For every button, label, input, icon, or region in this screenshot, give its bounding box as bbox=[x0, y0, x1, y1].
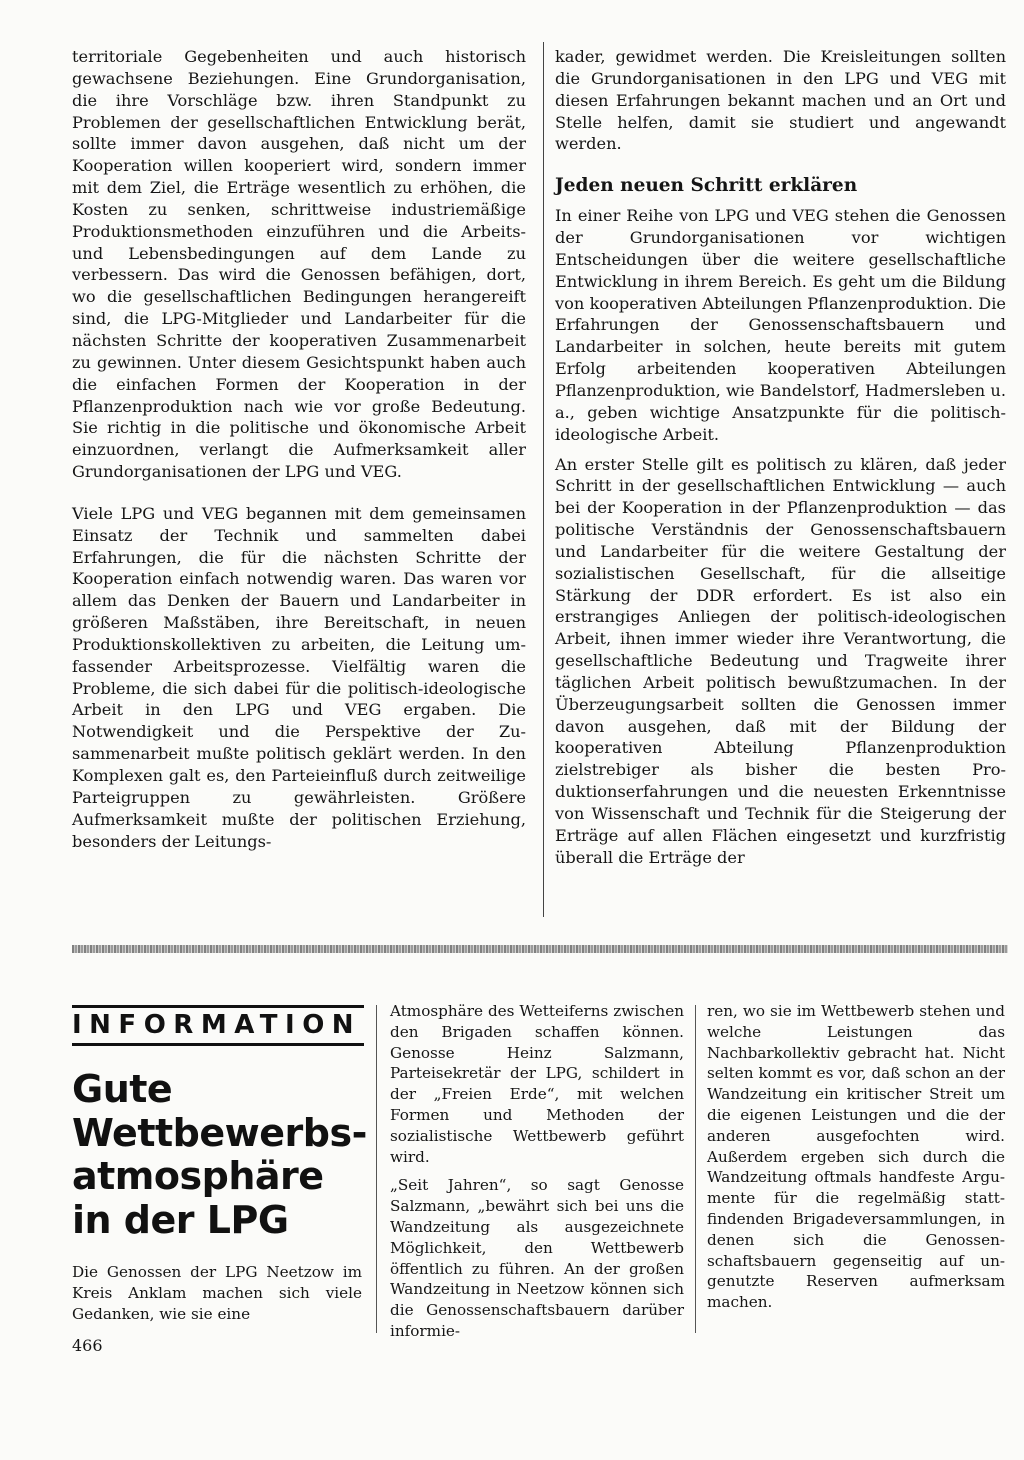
upper-right-continuation: kader, gewidmet werden. Die Kreisleitungen sollten die Grundorganisationen in den LPG und VEG mit diesen Erfahrungen bekannt machen und an Ort und Stelle helfen, damit sie studiert und angewandt werden. bbox=[555, 47, 1006, 154]
upper-left-paragraph-1: territoriale Gegebenheiten und auch historisch gewachsene Beziehungen. Eine Grundorganisation, die ihre Vorschläge bzw. ihren Standpunkt zu Problemen der gesellschaftlichen Entwicklung berät, sollte immer davon ausgehen, daß nicht um der Kooperation willen kooperiert wird, sondern immer mit dem Ziel, die Erträge wesentlich zu erhöhen, die Kosten zu senken, schrittweise industriemäßige Produktionsmethoden einzuführen und die Arbeits- und Lebensbedingungen auf dem Lande zu verbessern. Das wird die Genossen befähigen, dort, wo die gesellschaftlichen Bedingungen herangereift sind, die LPG-Mitglieder und Landarbeiter für die nächsten Schritte der kooperativen Zusammenarbeit zu gewinnen. Unter diesem Gesichtspunkt haben auch die einfachen Formen der Kooperation in der Pflanzenproduktion nach wie vor große Bedeutung. Sie richtig in die politische und ökonomische Arbeit einzuordnen, verlangt die Aufmerksamkeit aller Grundorganisationen der LPG und VEG. bbox=[72, 47, 526, 482]
upper-left-column bbox=[72, 46, 526, 852]
headline-line: in der LPG bbox=[72, 1197, 289, 1242]
info-column-divider-1 bbox=[376, 1005, 377, 1333]
information-label: INFORMATION bbox=[72, 1010, 362, 1040]
headline-line: atmosphäre bbox=[72, 1154, 324, 1198]
section-heading: Jeden neuen Schritt erklären bbox=[555, 175, 858, 197]
upper-right-paragraph-1: In einer Reihe von LPG und VEG stehen die Genossen der Grundorganisationen vor wichtigen Entscheidungen über die weitere gesellschaftliche Entwicklung in ihrem Bereich. Es geht um die Bildung von kooperativen Abteilungen Pflanzenproduktion. Die Erfahrungen der Genossenschaftsbauern und Landarbeiter in solchen, heute bereits mit gutem Erfolg arbeitenden kooperativen Abteilungen Pflanzenproduktion, wie Bandelstorf, Hadmersleben u. a., geben wichtige Ansatzpunkte für die politischideologische Arbeit. bbox=[555, 206, 1006, 444]
upper-right-column bbox=[555, 46, 1006, 869]
section-separator bbox=[72, 945, 1008, 953]
info-headline bbox=[72, 1068, 372, 1242]
info-column-2-paragraph-1: Atmosphäre des Wetteiferns zwischen den Brigaden schaffen können. Genosse Heinz Salzmann, Parteisekretär der LPG, schildert in der „Freien Erde“, mit welchen Formen und Methoden der sozialistische Wettbewerb geführt wird. bbox=[390, 1002, 684, 1166]
info-column-divider-2 bbox=[695, 1005, 696, 1333]
info-column-1-text: Die Genossen der LPG Neetzow im Kreis Anklam machen sich viele Gedanken, wie sie eine bbox=[72, 1263, 362, 1323]
upper-left-paragraph-2: Viele LPG und VEG begannen mit dem gemeinsamen Einsatz der Technik und sammelten dabei Erfahrungen, die für die nächsten Schritte der Kooperation einfach notwendig waren. Das waren vor allem das Denken der Bauern und Landarbeiter in größeren Maßstäben, ihre Bereitschaft, in neuen Produktionskollektiven zu arbeiten, die Leitung umfassender Arbeitsprozesse. Vielfältig waren die Probleme, die sich dabei für die politisch-ideologische Arbeit in den LPG und VEG ergaben. Die Notwendigkeit und die Perspektive der Zusammenarbeit mußte politisch geklärt werden. In den Komplexen galt es, den Parteieinfluß durch zeitweilige Parteigruppen zu gewährleisten. Größere Aufmerksamkeit mußte der politischen Erziehung, besonders der Leitungs- bbox=[72, 503, 526, 851]
headline-line: Wettbewerbs- bbox=[72, 1110, 367, 1155]
upper-right-paragraph-2: An erster Stelle gilt es politisch zu klären, daß jeder Schritt in der gesellschaftlichen Entwicklung — auch bei der Kooperation in der Pflanzenproduktion — das politische Verständnis der Genossenschaftsbauern und Landarbeiter für die weitere Gestaltung der sozialistischen Gesellschaft, für die allseitige Stärkung der DDR erfordert. Es ist also ein erstrangiges Anliegen der politisch-ideologischen Arbeit, ihnen immer wieder ihre Verantwortung, die gesellschaftliche Bedeutung und Tragweite ihrer täglichen Arbeit politisch bewußtzumachen. In der Überzeugungsarbeit sollten die Genossen immer davon ausgehen, daß mit der Bildung der kooperativen Abteilung Pflanzenproduktion zielstrebiger als bisher die besten Produktionserfahrungen und die neuesten Erkenntnisse von Wissenschaft und Technik für die Steigerung der Erträge auf allen Flächen eingesetzt und kurzfristig überall die Erträge der bbox=[555, 454, 1006, 867]
column-divider bbox=[543, 42, 544, 917]
page-number: 466 bbox=[72, 1336, 103, 1355]
info-column-2 bbox=[390, 1001, 684, 1342]
info-column-1 bbox=[72, 1262, 362, 1324]
info-column-3 bbox=[707, 1001, 1005, 1313]
headline-line: Gute bbox=[72, 1067, 173, 1111]
info-column-3-text: ren, wo sie im Wettbewerb stehen und welche Leistungen das Nachbarkollektiv gebracht hat. Nicht selten kommt es vor, daß schon an der Wandzeitung ein kritischer Streit um die eigenen Leistungen und die der anderen ausgefochten wird. Außerdem ergeben sich durch die Wandzeitung oftmals handfeste Argumente für die regelmäßig stattfindenden Brigadeversammlungen, in denen sich die Genossenschaftsbauern gegenseitig auf ungenutzte Reserven aufmerksam machen. bbox=[707, 1002, 1005, 1312]
info-column-2-paragraph-2: „Seit Jahren“, so sagt Genosse Salzmann, „bewährt sich bei uns die Wandzeitung als ausgezeichnete Möglichkeit, den Wettbewerb öffentlich zu führen. An der großen Wandzeitung in Neetzow können sich die Genossenschaftsbauern darüber informie- bbox=[390, 1176, 684, 1340]
info-label-bottom-rule bbox=[72, 1043, 364, 1046]
